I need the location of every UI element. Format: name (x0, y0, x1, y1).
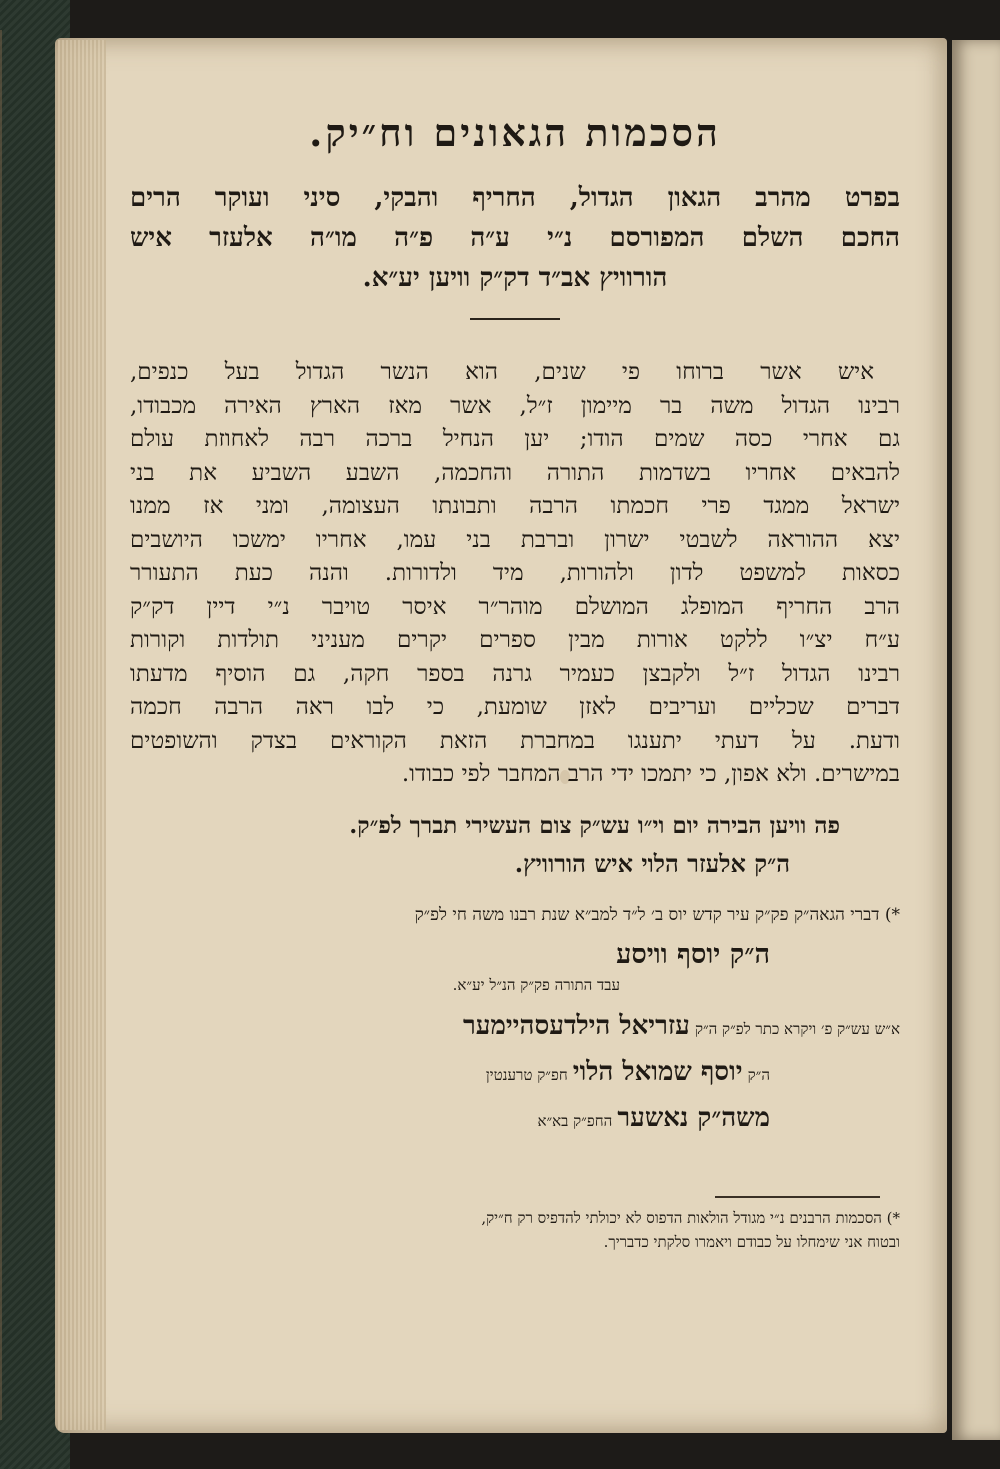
footnote (130, 1206, 900, 1254)
body-line: רבינו הגדול משה בר מיימון ז״ל, אשר מאז הארץ האירה מכבודו, (130, 392, 900, 419)
body-line: ישראל ממגד פרי חכמתו הרבה ותבונתו העצומה, ומני אז ממנו (130, 493, 900, 519)
page-content (130, 110, 900, 1133)
endorsement-line (130, 1103, 770, 1133)
body-text (130, 356, 900, 792)
endorser-name: יוסף שמואל הלוי (572, 1056, 743, 1087)
body-line: במישרים. ולא אפון, כי יתמכו ידי הרב המחבר לפי כבודו. (401, 761, 900, 787)
body-line: ע״ח יצ״ו ללקט אורות מבין ספרים יקרים מעניני תולדות וקורות (130, 627, 900, 653)
page-edges (58, 40, 106, 1430)
body-line: איש אשר ברוחו פי שנים, הוא הנשר הגדול בעל כנפים, (130, 359, 874, 385)
endorsement-suffix: החפ״ק בא״א (537, 1111, 613, 1130)
endorser-name: עזריאל הילדעסהיימער (462, 1010, 690, 1041)
endorsement-line (130, 1057, 770, 1087)
endorser-name: ה״ק יוסף וויסע (616, 938, 770, 970)
heading-line: בפרט מהרב הגאון הגדול, החריף והבקי, סיני ועוקר הרים (130, 183, 900, 213)
date-line: פה וויען הבירה יום וי״ו עש״ק צום העשירי תברך לפ״ק. (349, 811, 840, 839)
endorsement-line (130, 1011, 900, 1041)
adjacent-page (952, 40, 1000, 1440)
body-line: יצא ההוראה לשבטי ישרון וברבת בני עמו, אחריו ימשכו היושבים (130, 526, 900, 553)
signature-line: ה״ק אלעזר הלוי איש הורוויץ. (514, 848, 790, 878)
endorser-title: עבד התורה פק״ק הנ״ל יע״א. (452, 975, 620, 994)
footnote-line: ובטוח אני שימחלו על כבודם ויאמרו סלקתי כדבריך. (603, 1233, 900, 1251)
binding-edge (0, 30, 62, 1420)
endorsements (130, 905, 900, 1133)
heading-line: הורוויץ אב״ד דק״ק וויען יע״א. (362, 263, 668, 293)
footnote-rule (715, 1196, 880, 1198)
endorser-name: משה״ק נאשער (617, 1102, 770, 1133)
page-title: הסכמות הגאונים וח״יק. (309, 110, 721, 155)
heading-line: החכם השלם המפורסם נ״י ע״ה פ״ה מו״ה אלעזר איש (130, 223, 900, 253)
endorsement-suffix: חפ״ק טרענטין (485, 1065, 568, 1084)
body-line: רבינו הגדול ז״ל ולקבצן כעמיר גרנה בספר חקה, גם הוסיף מדעתו (130, 660, 900, 687)
footnote-line: *) הסכמות הרבנים נ״י מגודל הולאות הדפוס לא יכולתי להדפיס רק ח״יק, (481, 1209, 900, 1227)
endorsement-intro: *) דברי הגאה״ק פק״ק עיר קדש יוס ב׳ ל״ד למב״א שנת רבנו משה חי לפ״ק (414, 904, 900, 925)
endorsement-prefix: ה״ק (747, 1065, 770, 1084)
divider (470, 318, 560, 320)
body-line: הרב החריף המופלג המושלם מוהר״ר איסר טויבר נ״י דיין דק״ק (130, 593, 900, 620)
endorsement-prefix: א״ש עש״ק פ׳ ויקרא כתר לפ״ק ה״ק (694, 1019, 900, 1038)
body-line: גם אחרי כסה שמים הודו; יען הנחיל ברכה רבה לאחוזת עולם (130, 426, 900, 452)
body-line: דברים שכליים ועריבים לאזן שומעת, כי לבו ראה הרבה חכמה (130, 694, 900, 720)
body-line: כסאות למשפט לדון ולהורות, מיד ולדורות. והנה כעת התעורר (130, 560, 900, 586)
heading-block (130, 178, 900, 298)
body-line: להבאים אחריו בשדמות התורה והחכמה, השבע השביע את בני (130, 459, 900, 486)
body-line: ודעת. על דעתי יתענגו במחברת הזאת הקוראים בצדק והשופטים (130, 727, 900, 754)
